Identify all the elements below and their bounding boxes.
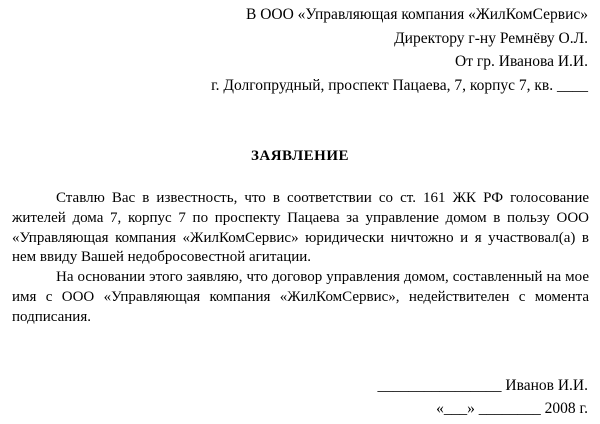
addressee-block	[211, 3, 588, 97]
sender-name: От гр. Иванова И.И.	[455, 53, 588, 70]
statement-body	[12, 189, 589, 328]
statement-paragraph-2: На основании этого заявляю, что договор управления домом, составленный на мое имя с ООО «Управляющая компания «ЖилКомСервис», недействителен с момента подписания.	[12, 269, 589, 325]
addressee-organization: В ООО «Управляющая компания «ЖилКомСервис»	[245, 6, 588, 23]
sender-address: г. Долгопрудный, проспект Пацаева, 7, корпус 7, кв. ____	[211, 76, 588, 94]
addressee-director: Директору г-ну Ремнёву О.Л.	[394, 29, 588, 47]
signature-block	[378, 374, 588, 420]
document-title: ЗАЯВЛЕНИЕ	[250, 148, 350, 164]
statement-paragraph-1: Ставлю Вас в известность, что в соответствии со ст. 161 ЖК РФ голосование жителей дома 7, корпус 7 по проспекту Пацаева за управление домом в пользу ООО «Управляющая компания «ЖилКомСервис» юридически ничтожно и я участвовал(а) в нем ввиду Вашей недобросовестной агитации.	[12, 190, 589, 266]
signature-name-line: ________________ Иванов И.И.	[377, 377, 588, 394]
signature-date-line: «___» ________ 2008 г.	[436, 400, 588, 417]
